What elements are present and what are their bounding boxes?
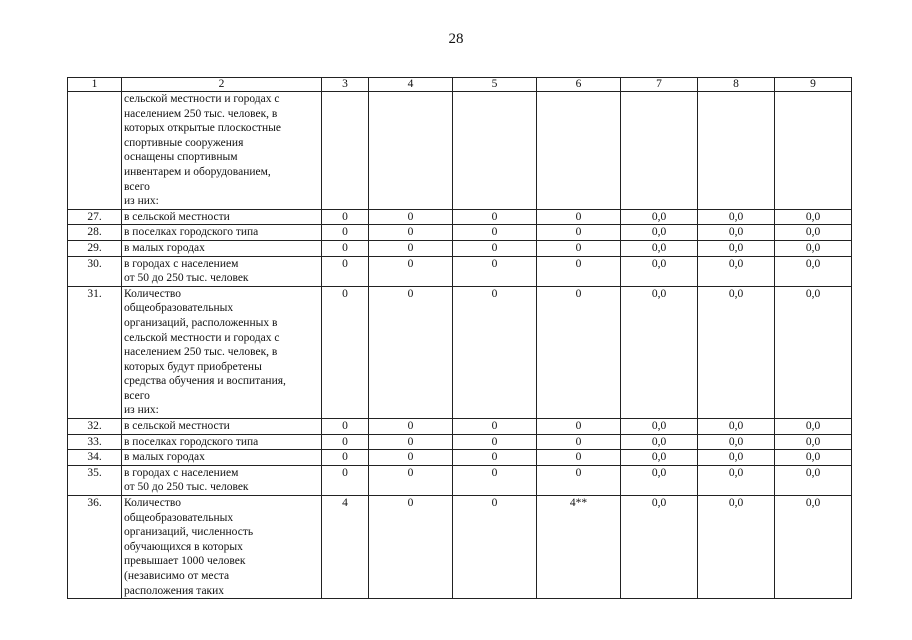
indicator-name-line: Количество <box>124 287 181 300</box>
indicator-name-line: Количество <box>124 497 181 510</box>
indicator-name-line: организаций, численность <box>124 526 254 539</box>
row-number <box>68 92 122 210</box>
value-cell-col-6: 0 <box>537 209 621 225</box>
value-cell-col-6: 0 <box>537 225 621 241</box>
value-cell-col-5: 0 <box>453 225 537 241</box>
indicator-name-line: в городах с населением <box>124 257 239 270</box>
table-row <box>68 92 852 210</box>
indicator-name-line: в сельской местности <box>124 210 230 223</box>
value-cell-col-4: 0 <box>369 240 453 256</box>
table-row <box>68 225 852 241</box>
value-cell-col-9: 0,0 <box>775 496 852 599</box>
value-cell-col-3: 0 <box>322 209 369 225</box>
column-header-3: 3 <box>322 78 369 92</box>
row-number: 30. <box>68 256 122 286</box>
indicator-name-line: которых открытые плоскостные <box>124 122 281 135</box>
value-cell-col-9: 0,0 <box>775 225 852 241</box>
indicator-name-line: превышает 1000 человек <box>124 555 246 568</box>
value-cell-col-7: 0,0 <box>621 496 698 599</box>
value-cell-col-7: 0,0 <box>621 465 698 495</box>
value-cell-col-8: 0,0 <box>698 286 775 418</box>
value-cell-col-8: 0,0 <box>698 240 775 256</box>
value-cell-col-5: 0 <box>453 209 537 225</box>
table-row <box>68 286 852 418</box>
row-number: 32. <box>68 419 122 435</box>
value-cell-col-5: 0 <box>453 286 537 418</box>
indicator-name <box>122 286 322 418</box>
value-cell-col-8: 0,0 <box>698 256 775 286</box>
value-cell-col-8: 0,0 <box>698 465 775 495</box>
indicator-name <box>122 419 322 435</box>
indicator-name-line: в сельской местности <box>124 420 230 433</box>
indicator-name-line: в малых городах <box>124 241 205 254</box>
column-header-7: 7 <box>621 78 698 92</box>
indicator-name-line: в малых городах <box>124 451 205 464</box>
value-cell-col-3: 0 <box>322 240 369 256</box>
value-cell-col-9: 0,0 <box>775 419 852 435</box>
value-cell-col-3 <box>322 92 369 210</box>
value-cell-col-3: 0 <box>322 434 369 450</box>
value-cell-col-4: 0 <box>369 419 453 435</box>
indicator-name-line: из них: <box>124 195 159 208</box>
row-number: 27. <box>68 209 122 225</box>
value-cell-col-9: 0,0 <box>775 465 852 495</box>
value-cell-col-7: 0,0 <box>621 256 698 286</box>
value-cell-col-5: 0 <box>453 450 537 466</box>
indicator-name-line: которых будут приобретены <box>124 360 262 373</box>
indicator-name <box>122 434 322 450</box>
value-cell-col-9: 0,0 <box>775 450 852 466</box>
indicator-name-line: спортивные сооружения <box>124 136 244 149</box>
value-cell-col-9: 0,0 <box>775 240 852 256</box>
value-cell-col-6: 0 <box>537 450 621 466</box>
value-cell-col-4: 0 <box>369 434 453 450</box>
indicator-name <box>122 496 322 599</box>
value-cell-col-8: 0,0 <box>698 434 775 450</box>
value-cell-col-3: 0 <box>322 225 369 241</box>
value-cell-col-5 <box>453 92 537 210</box>
value-cell-col-6: 0 <box>537 434 621 450</box>
table-row <box>68 496 852 599</box>
indicator-name-line: общеобразовательных <box>124 511 234 524</box>
table-row <box>68 465 852 495</box>
value-cell-col-7: 0,0 <box>621 209 698 225</box>
indicator-name-line: от 50 до 250 тыс. человек <box>124 272 249 285</box>
table-row <box>68 240 852 256</box>
indicator-name-line: общеобразовательных <box>124 302 234 315</box>
indicator-name <box>122 92 322 210</box>
indicator-name-line: населением 250 тыс. человек, в <box>124 107 278 120</box>
indicator-name <box>122 465 322 495</box>
column-header-8: 8 <box>698 78 775 92</box>
value-cell-col-8: 0,0 <box>698 225 775 241</box>
value-cell-col-5: 0 <box>453 419 537 435</box>
value-cell-col-9: 0,0 <box>775 256 852 286</box>
value-cell-col-6 <box>537 92 621 210</box>
table-row <box>68 419 852 435</box>
value-cell-col-4: 0 <box>369 450 453 466</box>
indicator-name-line: оснащены спортивным <box>124 151 238 164</box>
row-number: 29. <box>68 240 122 256</box>
value-cell-col-8: 0,0 <box>698 209 775 225</box>
value-cell-col-9: 0,0 <box>775 209 852 225</box>
value-cell-col-7: 0,0 <box>621 450 698 466</box>
indicator-name-line: в городах с населением <box>124 466 239 479</box>
value-cell-col-9: 0,0 <box>775 434 852 450</box>
value-cell-col-4: 0 <box>369 286 453 418</box>
column-header-6: 6 <box>537 78 621 92</box>
column-header-4: 4 <box>369 78 453 92</box>
table-body <box>68 92 852 599</box>
indicator-name-line: обучающихся в которых <box>124 540 243 553</box>
value-cell-col-9: 0,0 <box>775 286 852 418</box>
value-cell-col-7: 0,0 <box>621 240 698 256</box>
indicator-name-line: от 50 до 250 тыс. человек <box>124 481 249 494</box>
value-cell-col-8: 0,0 <box>698 450 775 466</box>
table-row <box>68 256 852 286</box>
indicator-name-line: инвентарем и оборудованием, <box>124 165 271 178</box>
column-header-9: 9 <box>775 78 852 92</box>
value-cell-col-5: 0 <box>453 240 537 256</box>
row-number: 33. <box>68 434 122 450</box>
indicator-name-line: всего <box>124 180 150 193</box>
value-cell-col-5: 0 <box>453 256 537 286</box>
value-cell-col-3: 4 <box>322 496 369 599</box>
value-cell-col-7: 0,0 <box>621 419 698 435</box>
table-row <box>68 434 852 450</box>
page-number: 28 <box>448 31 464 47</box>
indicator-name-line: всего <box>124 389 150 402</box>
indicator-name-line: сельской местности и городах с <box>124 331 280 344</box>
indicator-name-line: сельской местности и городах с <box>124 93 280 105</box>
indicator-name <box>122 256 322 286</box>
column-header-2: 2 <box>122 78 322 92</box>
value-cell-col-4: 0 <box>369 209 453 225</box>
value-cell-col-6: 0 <box>537 286 621 418</box>
value-cell-col-8 <box>698 92 775 210</box>
value-cell-col-7: 0,0 <box>621 286 698 418</box>
value-cell-col-7 <box>621 92 698 210</box>
indicator-name-line: из них: <box>124 404 159 417</box>
value-cell-col-3: 0 <box>322 465 369 495</box>
table-row <box>68 450 852 466</box>
value-cell-col-4: 0 <box>369 225 453 241</box>
value-cell-col-6: 0 <box>537 240 621 256</box>
table-row <box>68 209 852 225</box>
value-cell-col-6: 0 <box>537 465 621 495</box>
value-cell-col-3: 0 <box>322 419 369 435</box>
value-cell-col-3: 0 <box>322 450 369 466</box>
value-cell-col-7: 0,0 <box>621 225 698 241</box>
value-cell-col-5: 0 <box>453 434 537 450</box>
indicator-name <box>122 450 322 466</box>
value-cell-col-4 <box>369 92 453 210</box>
indicator-name-line: (независимо от места <box>124 570 230 582</box>
indicator-name-line: населением 250 тыс. человек, в <box>124 346 278 359</box>
indicator-name <box>122 240 322 256</box>
indicator-name-line: в поселках городского типа <box>124 435 259 448</box>
value-cell-col-4: 0 <box>369 256 453 286</box>
value-cell-col-3: 0 <box>322 256 369 286</box>
value-cell-col-8: 0,0 <box>698 496 775 599</box>
indicator-name <box>122 209 322 225</box>
value-cell-col-7: 0,0 <box>621 434 698 450</box>
value-cell-col-3: 0 <box>322 286 369 418</box>
column-header-5: 5 <box>453 78 537 92</box>
row-number: 36. <box>68 496 122 599</box>
value-cell-col-5: 0 <box>453 465 537 495</box>
value-cell-col-6: 0 <box>537 419 621 435</box>
value-cell-col-4: 0 <box>369 496 453 599</box>
indicator-name-line: средства обучения и воспитания, <box>124 375 286 388</box>
value-cell-col-9 <box>775 92 852 210</box>
column-header-1: 1 <box>68 78 122 92</box>
indicator-name-line: организаций, расположенных в <box>124 316 278 329</box>
report-table <box>67 77 852 599</box>
indicator-name-line: расположения таких <box>124 584 225 597</box>
value-cell-col-4: 0 <box>369 465 453 495</box>
indicator-name <box>122 225 322 241</box>
row-number: 28. <box>68 225 122 241</box>
value-cell-col-8: 0,0 <box>698 419 775 435</box>
row-number: 34. <box>68 450 122 466</box>
indicator-name-line: в поселках городского типа <box>124 226 259 239</box>
value-cell-col-6: 4** <box>537 496 621 599</box>
row-number: 31. <box>68 286 122 418</box>
value-cell-col-5: 0 <box>453 496 537 599</box>
value-cell-col-6: 0 <box>537 256 621 286</box>
table-header-row <box>68 78 852 92</box>
row-number: 35. <box>68 465 122 495</box>
